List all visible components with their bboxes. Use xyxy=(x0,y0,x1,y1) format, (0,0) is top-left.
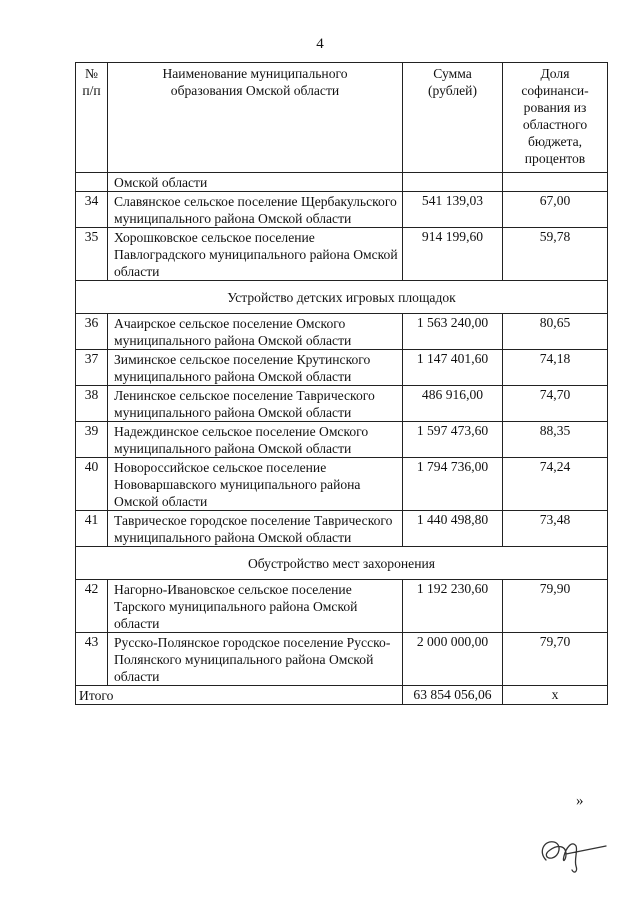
row-share: 73,48 xyxy=(503,511,608,547)
row-sum: 1 597 473,60 xyxy=(403,422,503,458)
total-label: Итого xyxy=(76,686,403,705)
row-num: 38 xyxy=(76,386,108,422)
row-share: 80,65 xyxy=(503,314,608,350)
row-name: Хорошковское сельское поселение Павлоградского муниципального района Омской области xyxy=(108,228,403,281)
section-row xyxy=(76,547,608,580)
row-name: Новороссийское сельское поселение Нововаршавского муниципального района Омской области xyxy=(108,458,403,511)
table-row xyxy=(76,314,608,350)
row-name: Ленинское сельское поселение Таврического муниципального района Омской области xyxy=(108,386,403,422)
table-row xyxy=(76,386,608,422)
header-name: Наименование муниципального образования Омской области xyxy=(108,63,403,173)
section-row xyxy=(76,281,608,314)
total-sum: 63 854 056,06 xyxy=(403,686,503,705)
row-num: 35 xyxy=(76,228,108,281)
row-name: Нагорно-Ивановское сельское поселение Тарского муниципального района Омской области xyxy=(108,580,403,633)
table-row xyxy=(76,228,608,281)
row-num: 40 xyxy=(76,458,108,511)
row-sum: 1 563 240,00 xyxy=(403,314,503,350)
row-num: 39 xyxy=(76,422,108,458)
row-sum: 914 199,60 xyxy=(403,228,503,281)
table-row xyxy=(76,350,608,386)
section-title: Устройство детских игровых площадок xyxy=(76,281,608,314)
table-row xyxy=(76,458,608,511)
row-sum: 1 794 736,00 xyxy=(403,458,503,511)
row-num: 37 xyxy=(76,350,108,386)
row-share: 74,24 xyxy=(503,458,608,511)
total-share: х xyxy=(503,686,608,705)
row-num: 34 xyxy=(76,192,108,228)
row-name: Надеждинское сельское поселение Омского муниципального района Омской области xyxy=(108,422,403,458)
row-name: Омской области xyxy=(108,173,403,192)
row-num: 42 xyxy=(76,580,108,633)
row-share: 67,00 xyxy=(503,192,608,228)
row-name: Зиминское сельское поселение Крутинского муниципального района Омской области xyxy=(108,350,403,386)
closing-quote: » xyxy=(576,793,584,809)
row-sum: 1 192 230,60 xyxy=(403,580,503,633)
row-sum: 1 440 498,80 xyxy=(403,511,503,547)
row-share: 74,18 xyxy=(503,350,608,386)
total-row xyxy=(76,686,608,705)
row-sum: 2 000 000,00 xyxy=(403,633,503,686)
row-share: 88,35 xyxy=(503,422,608,458)
header-num: № п/п xyxy=(76,63,108,173)
table-row-continuation xyxy=(76,173,608,192)
table-row xyxy=(76,580,608,633)
row-share: 79,70 xyxy=(503,633,608,686)
row-share: 79,90 xyxy=(503,580,608,633)
section-title: Обустройство мест захоронения xyxy=(76,547,608,580)
header-share: Доля софинанси- рования из областного бюджета, процентов xyxy=(503,63,608,173)
table-header-row xyxy=(76,63,608,173)
row-sum: 1 147 401,60 xyxy=(403,350,503,386)
row-share: 59,78 xyxy=(503,228,608,281)
row-name: Славянское сельское поселение Щербакульского муниципального района Омской области xyxy=(108,192,403,228)
row-name: Ачаирское сельское поселение Омского муниципального района Омской области xyxy=(108,314,403,350)
row-num: 41 xyxy=(76,511,108,547)
row-name: Таврическое городское поселение Таврического муниципального района Омской области xyxy=(108,511,403,547)
row-share: 74,70 xyxy=(503,386,608,422)
row-num: 36 xyxy=(76,314,108,350)
header-sum: Сумма (рублей) xyxy=(403,63,503,173)
table-row xyxy=(76,422,608,458)
signature xyxy=(536,826,612,878)
row-sum: 486 916,00 xyxy=(403,386,503,422)
table-row xyxy=(76,192,608,228)
table-row xyxy=(76,633,608,686)
row-sum: 541 139,03 xyxy=(403,192,503,228)
page-number: 4 xyxy=(316,36,324,52)
row-num: 43 xyxy=(76,633,108,686)
funding-table xyxy=(75,62,608,705)
row-name: Русско-Полянское городское поселение Русско-Полянского муниципального района Омской области xyxy=(108,633,403,686)
table-row xyxy=(76,511,608,547)
